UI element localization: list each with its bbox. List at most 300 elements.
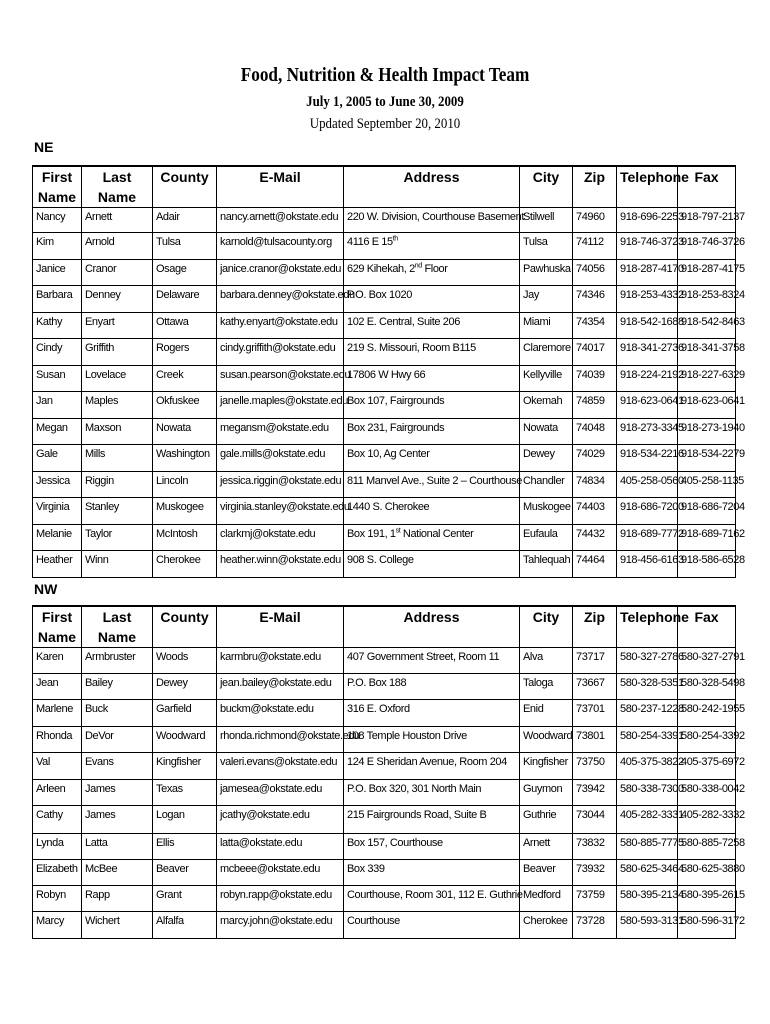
column-header-label: Last xyxy=(102,169,132,185)
cell-first-name: Cathy xyxy=(33,806,82,834)
cell-email: megansm@okstate.edu xyxy=(217,419,344,445)
cell-zip: 73717 xyxy=(573,648,617,674)
cell-last-name: James xyxy=(82,806,153,834)
cell-county: Tulsa xyxy=(153,233,217,260)
table-row xyxy=(33,860,736,886)
cell-first-name: Gale xyxy=(33,445,82,472)
cell-email: jean.bailey@okstate.edu xyxy=(217,674,344,700)
cell-email: heather.winn@okstate.edu xyxy=(217,551,344,578)
cell-telephone: 580-885-7775 xyxy=(617,834,678,860)
cell-address xyxy=(344,834,520,860)
cell-email: susan.pearson@okstate.edu xyxy=(217,366,344,392)
column-header-label: Zip xyxy=(584,169,605,185)
cell-address xyxy=(344,860,520,886)
table-row xyxy=(33,313,736,339)
cell-fax: 918-534-2279 xyxy=(678,445,736,472)
cell-last-name: Rapp xyxy=(82,886,153,912)
address-text: Courthouse xyxy=(347,915,400,927)
cell-fax: 918-586-6528 xyxy=(678,551,736,578)
column-header-label: Zip xyxy=(584,609,605,625)
table-row xyxy=(33,286,736,313)
cell-county: Woodward xyxy=(153,727,217,753)
cell-telephone: 918-224-2192 xyxy=(617,366,678,392)
cell-last-name: Lovelace xyxy=(82,366,153,392)
cell-fax: 405-375-6972 xyxy=(678,753,736,780)
cell-county: Delaware xyxy=(153,286,217,313)
cell-last-name: Maxson xyxy=(82,419,153,445)
cell-county: Beaver xyxy=(153,860,217,886)
cell-first-name: Janice xyxy=(33,260,82,286)
cell-address xyxy=(344,472,520,498)
cell-county: Woods xyxy=(153,648,217,674)
table-row xyxy=(33,674,736,700)
cell-city: Arnett xyxy=(520,834,573,860)
cell-fax: 918-689-7162 xyxy=(678,525,736,551)
cell-zip: 74403 xyxy=(573,498,617,525)
cell-county: Texas xyxy=(153,780,217,806)
cell-zip: 73759 xyxy=(573,886,617,912)
column-header-label: Fax xyxy=(694,609,719,625)
cell-first-name: Kathy xyxy=(33,313,82,339)
address-text: 102 E. Central, Suite 206 xyxy=(347,316,460,328)
cell-fax: 918-287-4175 xyxy=(678,260,736,286)
contact-table-ne xyxy=(32,165,745,578)
cell-fax: 580-885-7258 xyxy=(678,834,736,860)
cell-address xyxy=(344,233,520,260)
cell-email: marcy.john@okstate.edu xyxy=(217,912,344,939)
cell-city: Dewey xyxy=(520,445,573,472)
cell-telephone: 918-287-4170 xyxy=(617,260,678,286)
cell-county: Dewey xyxy=(153,674,217,700)
cell-fax: 580-395-2615 xyxy=(678,886,736,912)
cell-first-name: Virginia xyxy=(33,498,82,525)
cell-zip: 73701 xyxy=(573,700,617,727)
cell-first-name: Heather xyxy=(33,551,82,578)
address-text-continued: National Center xyxy=(400,528,474,540)
cell-email: janelle.maples@okstate.edu xyxy=(217,392,344,419)
cell-telephone: 918-273-3345 xyxy=(617,419,678,445)
cell-county: Rogers xyxy=(153,339,217,366)
cell-fax: 918-797-2137 xyxy=(678,208,736,233)
cell-city: Tulsa xyxy=(520,233,573,260)
cell-fax: 918-623-0641 xyxy=(678,392,736,419)
cell-telephone: 918-623-0641 xyxy=(617,392,678,419)
column-header-first-name xyxy=(33,606,82,648)
cell-fax: 918-227-6329 xyxy=(678,366,736,392)
column-header-zip xyxy=(573,606,617,648)
cell-zip: 74354 xyxy=(573,313,617,339)
table-row xyxy=(33,339,736,366)
column-header-last-name xyxy=(82,166,153,208)
address-text: Box 157, Courthouse xyxy=(347,837,443,849)
cell-address xyxy=(344,366,520,392)
cell-telephone: 918-689-7772 xyxy=(617,525,678,551)
cell-county: Grant xyxy=(153,886,217,912)
address-text: 220 W. Division, Courthouse Basement xyxy=(347,211,524,223)
cell-zip: 73728 xyxy=(573,912,617,939)
column-header-label: Fax xyxy=(694,169,719,185)
cell-zip: 74346 xyxy=(573,286,617,313)
column-header-label: Address xyxy=(403,169,460,185)
cell-city: Kellyville xyxy=(520,366,573,392)
cell-email: nancy.arnett@okstate.edu xyxy=(217,208,344,233)
cell-county: Logan xyxy=(153,806,217,834)
column-header-label: Last xyxy=(102,609,132,625)
cell-email: jcathy@okstate.edu xyxy=(217,806,344,834)
cell-last-name: Enyart xyxy=(82,313,153,339)
cell-city: Stilwell xyxy=(520,208,573,233)
cell-first-name: Marlene xyxy=(33,700,82,727)
cell-city: Chandler xyxy=(520,472,573,498)
cell-zip: 73667 xyxy=(573,674,617,700)
address-text: Box 10, Ag Center xyxy=(347,448,430,460)
address-text: Courthouse, Room 301, 112 E. Guthrie xyxy=(347,889,523,901)
cell-last-name: Maples xyxy=(82,392,153,419)
cell-zip: 74056 xyxy=(573,260,617,286)
cell-zip: 73750 xyxy=(573,753,617,780)
cell-fax: 918-686-7204 xyxy=(678,498,736,525)
cell-zip: 74029 xyxy=(573,445,617,472)
column-header-label: Address xyxy=(403,609,460,625)
table-row xyxy=(33,834,736,860)
cell-email: cindy.griffith@okstate.edu xyxy=(217,339,344,366)
cell-telephone: 918-534-2216 xyxy=(617,445,678,472)
address-text: Box 107, Fairgrounds xyxy=(347,395,445,407)
cell-email: rhonda.richmond@okstate.edu xyxy=(217,727,344,753)
cell-zip: 74859 xyxy=(573,392,617,419)
cell-zip: 74432 xyxy=(573,525,617,551)
cell-last-name: Latta xyxy=(82,834,153,860)
cell-last-name: Stanley xyxy=(82,498,153,525)
column-header-city xyxy=(520,166,573,208)
address-text: 908 S. College xyxy=(347,554,414,566)
address-text: P.O. Box 320, 301 North Main xyxy=(347,783,482,795)
cell-city: Muskogee xyxy=(520,498,573,525)
cell-county: McIntosh xyxy=(153,525,217,551)
cell-last-name: DeVor xyxy=(82,727,153,753)
cell-address xyxy=(344,806,520,834)
cell-zip: 74960 xyxy=(573,208,617,233)
address-text: 1440 S. Cherokee xyxy=(347,501,430,513)
cell-last-name: Winn xyxy=(82,551,153,578)
cell-telephone: 918-746-3723 xyxy=(617,233,678,260)
cell-county: Lincoln xyxy=(153,472,217,498)
column-header-telephone xyxy=(617,606,689,648)
column-header-label: Telephone xyxy=(620,169,689,185)
table-row xyxy=(33,366,736,392)
table-row xyxy=(33,260,736,286)
cell-email: latta@okstate.edu xyxy=(217,834,344,860)
cell-telephone: 918-341-2736 xyxy=(617,339,678,366)
cell-city: Eufaula xyxy=(520,525,573,551)
cell-telephone: 580-254-3391 xyxy=(617,727,678,753)
cell-address xyxy=(344,886,523,912)
cell-email: mcbeee@okstate.edu xyxy=(217,860,344,886)
cell-zip: 74112 xyxy=(573,233,617,260)
cell-email: gale.mills@okstate.edu xyxy=(217,445,344,472)
address-text: Box 191, 1 xyxy=(347,528,396,540)
cell-county: Garfield xyxy=(153,700,217,727)
cell-first-name: Jean xyxy=(33,674,82,700)
cell-telephone: 918-253-4332 xyxy=(617,286,678,313)
cell-fax: 405-258-1135 xyxy=(678,472,736,498)
cell-fax: 580-254-3392 xyxy=(678,727,736,753)
cell-last-name: Buck xyxy=(82,700,153,727)
cell-email: jessica.riggin@okstate.edu xyxy=(217,472,344,498)
cell-city: Enid xyxy=(520,700,573,727)
table-row xyxy=(33,208,736,233)
cell-last-name: Arnold xyxy=(82,233,153,260)
column-header-label-line2: Name xyxy=(37,629,77,645)
cell-address xyxy=(344,445,520,472)
address-text: 17806 W Hwy 66 xyxy=(347,369,426,381)
cell-telephone: 405-258-0560 xyxy=(617,472,678,498)
cell-first-name: Cindy xyxy=(33,339,82,366)
column-header-telephone xyxy=(617,166,689,208)
cell-first-name: Rhonda xyxy=(33,727,82,753)
cell-fax: 918-542-8463 xyxy=(678,313,736,339)
cell-email: karnold@tulsacounty.org xyxy=(217,233,344,260)
cell-email: valeri.evans@okstate.edu xyxy=(217,753,344,780)
cell-first-name: Jan xyxy=(33,392,82,419)
column-header-county xyxy=(153,166,217,208)
cell-last-name: Bailey xyxy=(82,674,153,700)
header-row xyxy=(33,606,736,648)
table-row xyxy=(33,551,736,578)
cell-first-name: Susan xyxy=(33,366,82,392)
cell-city: Claremore xyxy=(520,339,573,366)
cell-last-name: Mills xyxy=(82,445,153,472)
cell-last-name: McBee xyxy=(82,860,153,886)
cell-address xyxy=(344,498,520,525)
address-text: P.O. Box 1020 xyxy=(347,289,412,301)
column-header-label-line2: Name xyxy=(37,189,77,205)
cell-address xyxy=(344,551,520,578)
cell-email: barbara.denney@okstate.edu xyxy=(217,286,344,313)
cell-fax: 405-282-3332 xyxy=(678,806,736,834)
cell-first-name: Barbara xyxy=(33,286,82,313)
cell-zip: 73942 xyxy=(573,780,617,806)
address-text-continued: Floor xyxy=(421,263,448,275)
column-header-label-line2: Name xyxy=(97,189,137,205)
table-row xyxy=(33,780,736,806)
cell-last-name: Riggin xyxy=(82,472,153,498)
cell-first-name: Karen xyxy=(33,648,82,674)
cell-telephone: 405-375-3822 xyxy=(617,753,678,780)
cell-first-name: Megan xyxy=(33,419,82,445)
cell-county: Muskogee xyxy=(153,498,217,525)
region-label-ne: NE xyxy=(34,139,54,155)
cell-zip: 73801 xyxy=(573,727,617,753)
cell-email: kathy.enyart@okstate.edu xyxy=(217,313,344,339)
address-text: Box 339 xyxy=(347,863,385,875)
table-row xyxy=(33,648,736,674)
cell-county: Cherokee xyxy=(153,551,217,578)
cell-city: Medford xyxy=(520,886,573,912)
cell-email: janice.cranor@okstate.edu xyxy=(217,260,344,286)
cell-email: virginia.stanley@okstate.edu xyxy=(217,498,344,525)
cell-county: Ellis xyxy=(153,834,217,860)
cell-zip: 73832 xyxy=(573,834,617,860)
table-row xyxy=(33,700,736,727)
address-ordinal-suffix: st xyxy=(395,527,401,535)
address-text: P.O. Box 188 xyxy=(347,677,407,689)
cell-telephone: 918-542-1688 xyxy=(617,313,678,339)
cell-first-name: Marcy xyxy=(33,912,82,939)
cell-zip: 73044 xyxy=(573,806,617,834)
cell-county: Nowata xyxy=(153,419,217,445)
cell-city: Guthrie xyxy=(520,806,573,834)
cell-city: Miami xyxy=(520,313,573,339)
table-row xyxy=(33,886,736,912)
address-text: 108 Temple Houston Drive xyxy=(347,730,467,742)
cell-address xyxy=(344,286,520,313)
cell-fax: 918-341-3758 xyxy=(678,339,736,366)
cell-last-name: James xyxy=(82,780,153,806)
cell-telephone: 405-282-3331 xyxy=(617,806,678,834)
column-header-email xyxy=(217,606,344,648)
column-header-label: City xyxy=(532,169,560,185)
column-header-label: First xyxy=(41,169,73,185)
date-range: July 1, 2005 to June 30, 2009 xyxy=(306,94,464,110)
cell-email: karmbru@okstate.edu xyxy=(217,648,344,674)
table-row xyxy=(33,912,736,939)
cell-last-name: Griffith xyxy=(82,339,153,366)
cell-address xyxy=(344,419,520,445)
cell-telephone: 918-696-2253 xyxy=(617,208,678,233)
cell-county: Washington xyxy=(153,445,217,472)
cell-county: Creek xyxy=(153,366,217,392)
cell-first-name: Melanie xyxy=(33,525,82,551)
cell-fax: 918-273-1940 xyxy=(678,419,736,445)
table-row xyxy=(33,472,736,498)
cell-last-name: Taylor xyxy=(82,525,153,551)
cell-address xyxy=(344,674,520,700)
cell-email: robyn.rapp@okstate.edu xyxy=(217,886,344,912)
cell-first-name: Val xyxy=(33,753,82,780)
column-header-last-name xyxy=(82,606,153,648)
table-row xyxy=(33,233,736,260)
cell-first-name: Elizabeth xyxy=(33,860,82,886)
cell-telephone: 580-593-3131 xyxy=(617,912,678,939)
column-header-first-name xyxy=(33,166,82,208)
address-text: 4116 E 15 xyxy=(347,236,393,248)
column-header-county xyxy=(153,606,217,648)
cell-zip: 74834 xyxy=(573,472,617,498)
address-text: Box 231, Fairgrounds xyxy=(347,422,445,434)
cell-zip: 74048 xyxy=(573,419,617,445)
cell-address xyxy=(344,525,520,551)
cell-zip: 74017 xyxy=(573,339,617,366)
cell-city: Kingfisher xyxy=(520,753,573,780)
cell-first-name: Arleen xyxy=(33,780,82,806)
column-header-label: E-Mail xyxy=(259,609,301,625)
address-text: 629 Kihekah, 2 xyxy=(347,263,415,275)
cell-address xyxy=(344,392,520,419)
table-row xyxy=(33,498,736,525)
updated-date: Updated September 20, 2010 xyxy=(309,116,461,132)
cell-address xyxy=(344,912,520,939)
contact-table-nw xyxy=(32,605,745,939)
cell-city: Tahlequah xyxy=(520,551,573,578)
header-row xyxy=(33,166,736,208)
cell-last-name: Arnett xyxy=(82,208,153,233)
cell-address xyxy=(344,260,520,286)
cell-zip: 74039 xyxy=(573,366,617,392)
cell-first-name: Lynda xyxy=(33,834,82,860)
cell-telephone: 580-328-5351 xyxy=(617,674,678,700)
cell-first-name: Nancy xyxy=(33,208,82,233)
column-header-city xyxy=(520,606,573,648)
cell-fax: 918-746-3726 xyxy=(678,233,736,260)
cell-address xyxy=(344,700,520,727)
cell-county: Kingfisher xyxy=(153,753,217,780)
region-label-nw: NW xyxy=(34,581,58,597)
cell-last-name: Armbruster xyxy=(82,648,153,674)
column-header-zip xyxy=(573,166,617,208)
cell-telephone: 580-327-2786 xyxy=(617,648,678,674)
address-text: 407 Government Street, Room 11 xyxy=(347,651,500,663)
cell-address xyxy=(344,313,520,339)
cell-last-name: Denney xyxy=(82,286,153,313)
cell-city: Nowata xyxy=(520,419,573,445)
cell-fax: 580-596-3172 xyxy=(678,912,736,939)
column-header-label: E-Mail xyxy=(259,169,301,185)
cell-county: Okfuskee xyxy=(153,392,217,419)
column-header-label: City xyxy=(532,609,560,625)
cell-county: Osage xyxy=(153,260,217,286)
column-header-label: Telephone xyxy=(620,609,689,625)
cell-city: Taloga xyxy=(520,674,573,700)
column-header-label-line2: Name xyxy=(97,629,137,645)
cell-fax: 580-327-2791 xyxy=(678,648,736,674)
cell-address xyxy=(344,339,520,366)
document-title: Food, Nutrition & Health Impact Team xyxy=(240,64,530,86)
address-text: 215 Fairgrounds Road, Suite B xyxy=(347,809,487,821)
column-header-address xyxy=(344,166,520,208)
address-text: 811 Manvel Ave., Suite 2 – Courthouse xyxy=(347,475,522,487)
cell-first-name: Jessica xyxy=(33,472,82,498)
table-row xyxy=(33,419,736,445)
cell-county: Ottawa xyxy=(153,313,217,339)
cell-zip: 74464 xyxy=(573,551,617,578)
address-text: 316 E. Oxford xyxy=(347,703,410,715)
table-row xyxy=(33,525,736,551)
column-header-label: First xyxy=(41,609,73,625)
address-ordinal-suffix: th xyxy=(392,235,398,243)
cell-city: Woodward xyxy=(520,727,573,753)
cell-telephone: 580-625-3464 xyxy=(617,860,678,886)
cell-county: Adair xyxy=(153,208,217,233)
cell-address xyxy=(344,208,524,233)
cell-city: Okemah xyxy=(520,392,573,419)
address-ordinal-suffix: nd xyxy=(414,262,422,270)
cell-last-name: Wichert xyxy=(82,912,153,939)
column-header-label: County xyxy=(160,609,209,625)
cell-fax: 580-338-0042 xyxy=(678,780,736,806)
cell-city: Pawhuska xyxy=(520,260,573,286)
cell-fax: 918-253-8324 xyxy=(678,286,736,313)
table-row xyxy=(33,753,736,780)
cell-fax: 580-328-5498 xyxy=(678,674,736,700)
column-header-address xyxy=(344,606,520,648)
table-row xyxy=(33,806,736,834)
cell-city: Alva xyxy=(520,648,573,674)
table-row xyxy=(33,727,736,753)
cell-address xyxy=(344,780,520,806)
cell-telephone: 918-456-6163 xyxy=(617,551,678,578)
cell-fax: 580-625-3880 xyxy=(678,860,736,886)
